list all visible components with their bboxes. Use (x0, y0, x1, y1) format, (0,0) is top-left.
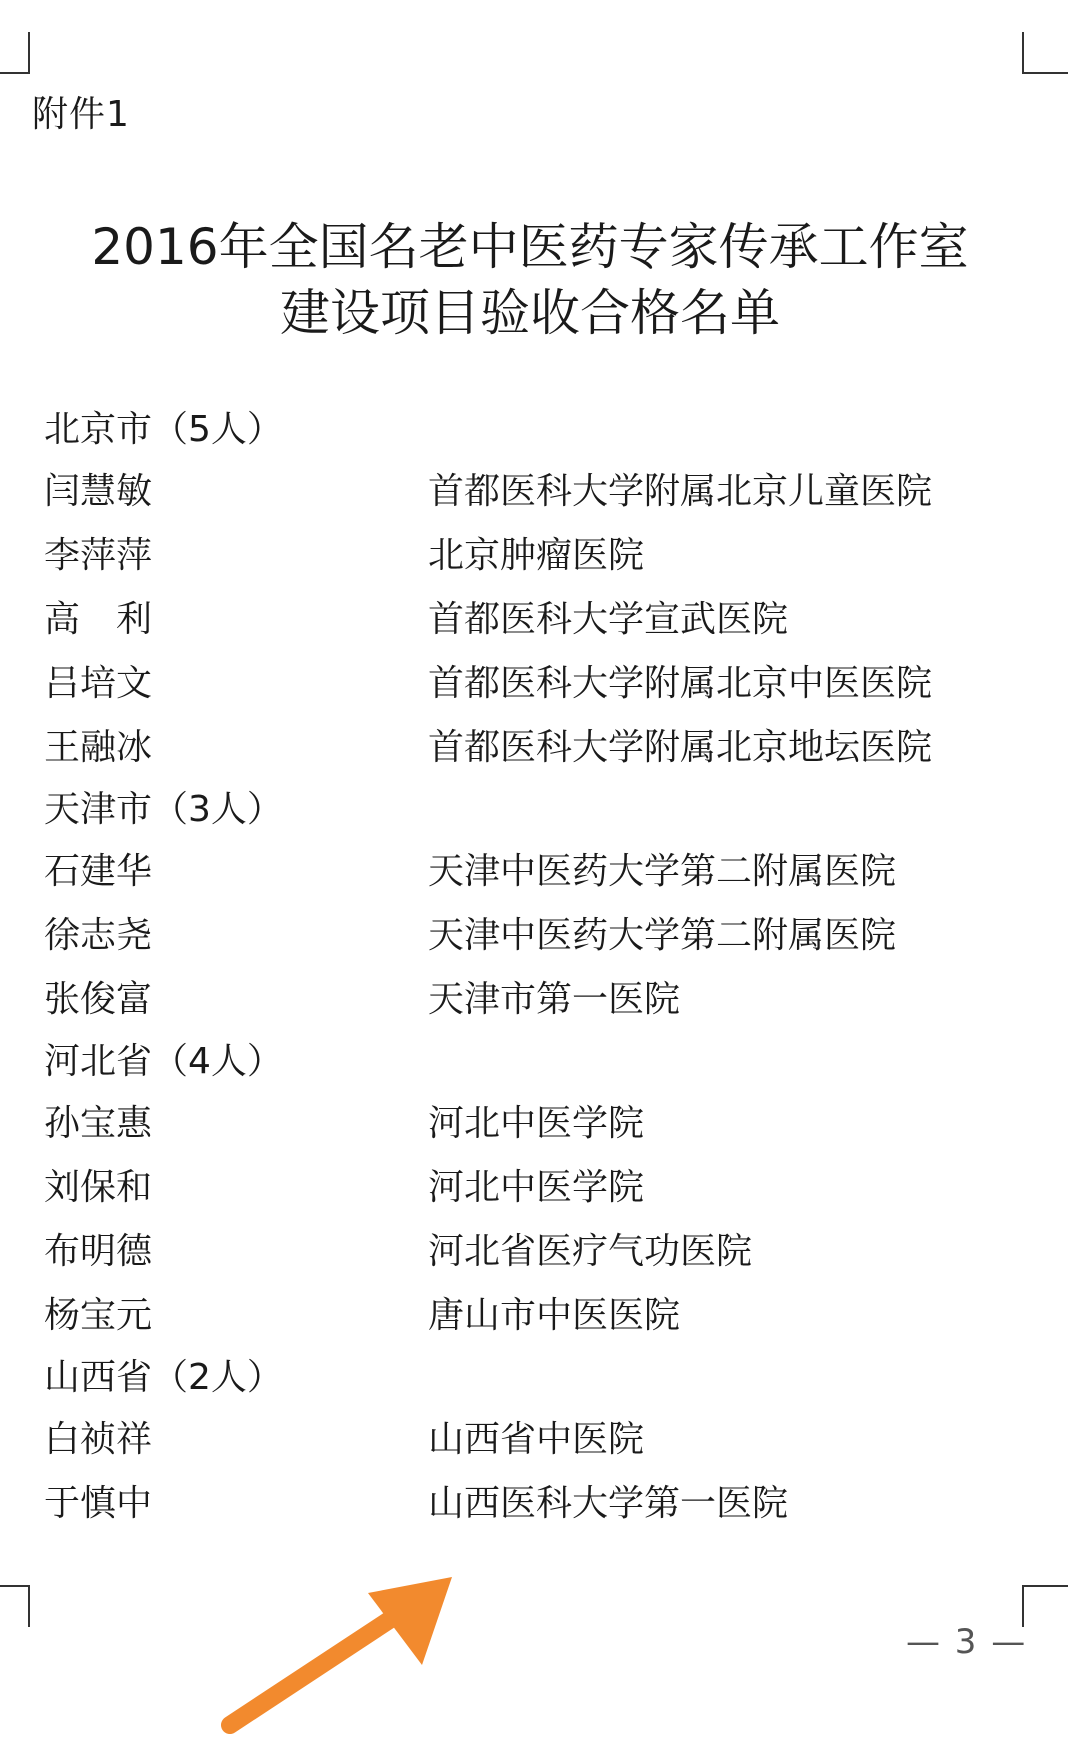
expert-name: 白祯祥 (44, 1419, 153, 1460)
document-title (0, 214, 1060, 346)
institution-name: 天津中医药大学第二附属医院 (428, 851, 897, 892)
section-heading-tianjin (44, 780, 1044, 840)
list-item (44, 1284, 1044, 1348)
list-item (44, 1092, 1044, 1156)
list-item (44, 460, 1044, 524)
crop-mark-bottom-right (1022, 1585, 1068, 1627)
institution-name: 山西医科大学第一医院 (428, 1483, 789, 1524)
institution-name: 山西省中医院 (428, 1419, 645, 1460)
institution-name: 天津市第一医院 (428, 979, 681, 1020)
section-heading-text: 北京市（5人） (44, 409, 283, 450)
expert-name: 布明德 (44, 1231, 153, 1272)
institution-name: 首都医科大学附属北京地坛医院 (428, 727, 933, 768)
institution-name: 首都医科大学附属北京中医医院 (428, 663, 933, 704)
expert-name: 刘保和 (44, 1167, 153, 1208)
section-heading-hebei (44, 1032, 1044, 1092)
expert-name: 徐志尧 (44, 915, 153, 956)
institution-name: 唐山市中医医院 (428, 1295, 681, 1336)
expert-name: 杨宝元 (44, 1295, 153, 1336)
institution-name: 河北中医学院 (428, 1103, 645, 1144)
section-heading-text: 河北省（4人） (44, 1041, 283, 1082)
page-number: — 3 — (906, 1622, 1028, 1662)
approved-list (44, 400, 1044, 1536)
expert-name: 高 利 (44, 599, 153, 640)
section-heading-text: 山西省（2人） (44, 1357, 283, 1398)
section-heading-beijing (44, 400, 1044, 460)
expert-name: 李萍萍 (44, 535, 153, 576)
expert-name: 王融冰 (44, 727, 153, 768)
institution-name: 首都医科大学宣武医院 (428, 599, 789, 640)
institution-name: 北京肿瘤医院 (428, 535, 645, 576)
section-heading-text: 天津市（3人） (44, 789, 283, 830)
annotation-arrow-icon (200, 1555, 480, 1745)
institution-name: 首都医科大学附属北京儿童医院 (428, 471, 933, 512)
title-line-1: 2016年全国名老中医药专家传承工作室 (91, 218, 969, 276)
crop-mark-top-left (0, 32, 30, 74)
expert-name: 于慎中 (44, 1483, 153, 1524)
title-line-2: 建设项目验收合格名单 (280, 284, 780, 342)
institution-name: 河北中医学院 (428, 1167, 645, 1208)
expert-name: 石建华 (44, 851, 153, 892)
list-item (44, 968, 1044, 1032)
list-item (44, 652, 1044, 716)
expert-name: 张俊富 (44, 979, 153, 1020)
list-item (44, 716, 1044, 780)
list-item (44, 1408, 1044, 1472)
section-heading-shanxi (44, 1348, 1044, 1408)
crop-mark-bottom-left (0, 1585, 30, 1627)
list-item (44, 840, 1044, 904)
crop-mark-top-right (1022, 32, 1068, 74)
expert-name: 闫慧敏 (44, 471, 153, 512)
list-item (44, 524, 1044, 588)
list-item (44, 588, 1044, 652)
list-item (44, 904, 1044, 968)
list-item (44, 1220, 1044, 1284)
institution-name: 天津中医药大学第二附属医院 (428, 915, 897, 956)
expert-name: 孙宝惠 (44, 1103, 153, 1144)
institution-name: 河北省医疗气功医院 (428, 1231, 753, 1272)
attachment-label: 附件1 (32, 94, 130, 135)
list-item (44, 1156, 1044, 1220)
expert-name: 吕培文 (44, 663, 153, 704)
list-item (44, 1472, 1044, 1536)
